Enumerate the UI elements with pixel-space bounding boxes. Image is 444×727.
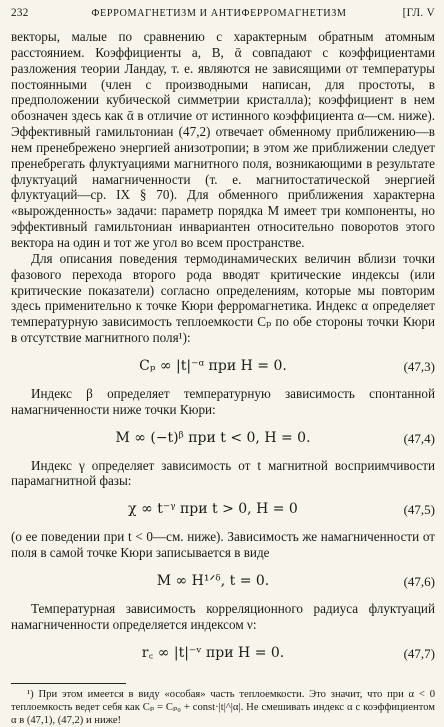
footnote-text: ¹) При этом имеется в виду «особая» часть теплоемкости. Это значит, что при α < 0 теплоемкость ведет себя как Cₚ = Cₚ₀ + const·|t|^|α|. Не смешивать индекс α с коэффициентом α в (47,1), (47,2) и ниже! (11, 688, 435, 726)
equation-47-7 (11, 642, 435, 666)
equation-formula: M ∞ (−t)ᵝ при t < 0, H = 0. (115, 429, 311, 446)
equation-number: (47,3) (403, 358, 435, 374)
running-title: ФЕРРОМАГНЕТИЗМ И АНТИФЕРРОМАГНЕТИЗМ (91, 8, 347, 19)
equation-formula: χ ∞ t⁻ᵞ при t > 0, H = 0 (128, 501, 298, 518)
paragraph-2: Для описания поведения термодинамических величин вблизи точки фазового перехода второго рода вводят критические индексы (или критические показатели) согласно определениям, которые мы повторим здесь применительно к точке Кюри ферромагнетика. Индекс α определяет температурную зависимость теплоемкости Cₚ по обе стороны точки Кюри в отсутствие магнитного поля¹): (11, 250, 435, 346)
equation-number: (47,5) (403, 502, 435, 518)
paragraph-3: Индекс β определяет температурную зависимость спонтанной намагниченности ниже точки Кюри: (11, 385, 435, 417)
equation-number: (47,7) (403, 645, 435, 661)
equation-formula: Cₚ ∞ |t|⁻ᵅ при H = 0. (139, 357, 287, 374)
page-body (11, 29, 435, 727)
equation-47-6 (11, 570, 435, 594)
equation-47-5 (11, 498, 435, 522)
equation-number: (47,4) (403, 430, 435, 446)
chapter-label: [ГЛ. V (402, 7, 435, 19)
equation-47-3 (11, 355, 435, 379)
equation-formula: M ∞ H¹ᐟᵟ, t = 0. (156, 573, 270, 590)
paragraph-6: Температурная зависимость корреляционного радиуса флуктуаций намагниченности определяется индексом ν: (11, 600, 435, 632)
paragraph-4: Индекс γ определяет зависимость от t магнитной восприимчивости парамагнитной фазы: (11, 457, 435, 489)
paragraph-1: векторы, малые по сравнению с характерным обратным атомным расстоянием. Коэффициенты a, B, ᾱ совпадают с коэффициентами разложения теории Ландау, т. е. являются не зависящими от температуры постоянными (член с производными написан, для простоты, в предположении кубической симметрии кристалла); коэффициент в нем обозначен здесь как ᾱ в отличие от истинного коэффициента α—см. ниже). Эффективный гамильтониан (47,2) отвечает обменному приближению—в нем пренебрежено энергией анизотропии; в этом же приближении следует пренебрегать флуктуациями магнитного поля, возникающими в результате флуктуаций намагниченности (т. е. магнитостатической энергией флуктуаций—ср. IX § 70). Для обменного приближения характерна «вырожденность» задачи: параметр порядка M имеет три компоненты, но эффективный гамильтониан инвариантен относительно поворотов этого вектора на один и тот же угол во всем пространстве. (11, 29, 435, 250)
page-number: 232 (11, 7, 29, 19)
paragraph-5: (о ее поведении при t < 0—см. ниже). Зависимость же намагниченности от поля в самой точке Кюри записывается в виде (11, 529, 435, 561)
footnote (11, 688, 435, 727)
equation-number: (47,6) (403, 574, 435, 590)
equation-47-4 (11, 427, 435, 451)
running-header (11, 4, 435, 23)
footnote-divider (11, 683, 126, 684)
equation-formula: r꜀ ∞ |t|⁻ᵛ при H = 0. (141, 644, 285, 661)
